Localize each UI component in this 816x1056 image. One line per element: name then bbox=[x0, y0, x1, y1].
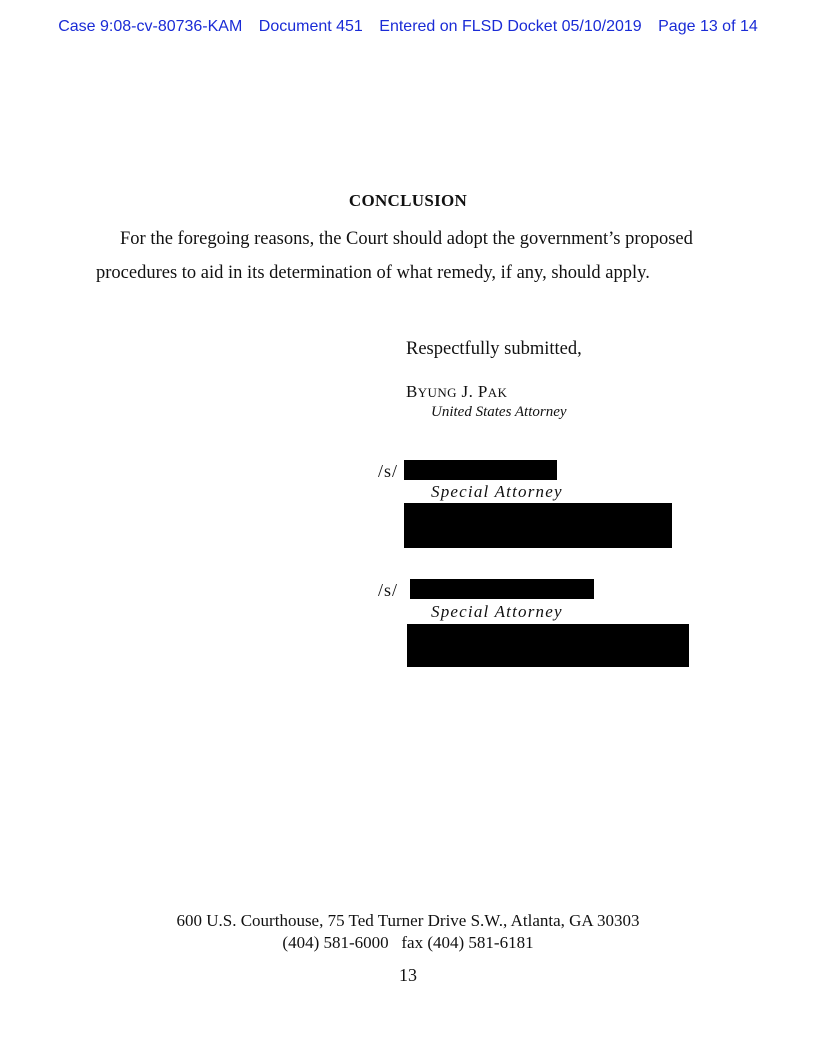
redacted-name-2 bbox=[410, 579, 594, 599]
signer-title: United States Attorney bbox=[431, 404, 567, 420]
signature-prefix-2: /s/ bbox=[378, 580, 399, 600]
docket-header bbox=[0, 18, 816, 36]
footer-address: 600 U.S. Courthouse, 75 Ted Turner Drive S.W., Atlanta, GA 30303 bbox=[176, 911, 640, 930]
signer-middle: J. bbox=[456, 382, 478, 401]
document-number: Document 451 bbox=[258, 18, 363, 35]
entered-docket: Entered on FLSD Docket 05/10/2019 bbox=[379, 18, 642, 35]
footer-phones: (404) 581-6000 fax (404) 581-6181 bbox=[282, 933, 534, 952]
page-number: 13 bbox=[399, 965, 417, 985]
redacted-name-1 bbox=[404, 460, 557, 480]
closing-phrase: Respectfully submitted, bbox=[406, 339, 582, 359]
signer-name bbox=[406, 382, 507, 402]
signer-last-rest: AK bbox=[487, 385, 508, 400]
section-heading: CONCLUSION bbox=[348, 191, 468, 210]
signature-prefix-1: /s/ bbox=[378, 461, 399, 481]
special-attorney-title-1: Special Attorney bbox=[431, 482, 563, 501]
page-indicator: Page 13 of 14 bbox=[658, 18, 758, 35]
case-number: Case 9:08-cv-80736-KAM bbox=[58, 18, 243, 35]
redacted-address-1 bbox=[404, 503, 672, 548]
signer-first-initial: B bbox=[406, 382, 418, 401]
paragraph-line-2: procedures to aid in its determination of what remedy, if any, should apply. bbox=[96, 263, 650, 283]
special-attorney-title-2: Special Attorney bbox=[431, 602, 563, 621]
signer-first-rest: YUNG bbox=[417, 385, 457, 400]
signer-last-initial: P bbox=[477, 382, 488, 401]
paragraph-line-1: For the foregoing reasons, the Court should adopt the government’s proposed bbox=[120, 229, 693, 249]
redacted-address-2 bbox=[407, 624, 689, 667]
